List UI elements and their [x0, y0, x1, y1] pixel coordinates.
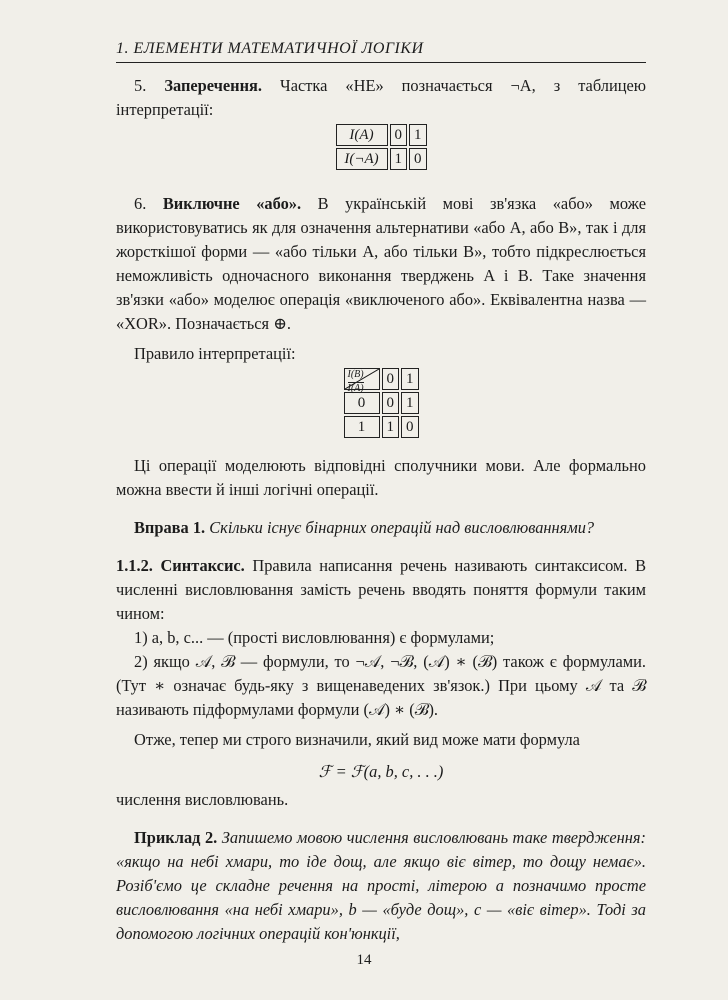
table-cell: 0 [390, 124, 408, 146]
section-heading: 1.1.2. Синтаксис. [116, 556, 245, 575]
corner-bottom-label: I(A) [347, 383, 364, 394]
negation-truth-table [334, 122, 429, 172]
table-cell: I(¬A) [336, 148, 388, 170]
table-cell: 0 [382, 392, 400, 414]
formula-tail: числення висловлювань. [116, 790, 289, 809]
table-row [336, 148, 427, 170]
corner-top-label: I(B) [347, 369, 364, 380]
running-head: 1. ЕЛЕМЕНТИ МАТЕМАТИЧНОЇ ЛОГІКИ [116, 40, 646, 63]
negation-paragraph [116, 74, 646, 122]
list-item: 2) якщо 𝒜, ℬ — формули, то ¬𝒜, ¬ℬ, (𝒜) ∗ (ℬ) також є формулами. (Тут ∗ означає будь-яку з вищенаведених зв'язок.) При цьому 𝒜 та ℬ називають підформулами формули (𝒜) ∗ (ℬ). [116, 652, 646, 719]
table-cell: 1 [382, 416, 400, 438]
table-cell: 0 [401, 416, 419, 438]
operations-paragraph: Ці операції моделюють відповідні сполучники мови. Але формально можна ввести й інші логічні операції. [116, 456, 646, 499]
table-cell: 0 [382, 368, 400, 390]
xor-text: В українській мові зв'язка «або» може використовуватись як для означення альтернативи «або A, або B», так і для жорсткішої форми — «або тільки A, або тільки B», тобто підкреслюється неможливість одночасного виконання тверджень A і B. Таке значення зв'язки «або» моделює операція «виключеного або». Еквівалентна назва — «XOR». Позначається ⊕. [116, 194, 646, 333]
table-cell: I(A) [336, 124, 388, 146]
exercise-label: Вправа 1. [134, 518, 206, 537]
example-label: Приклад 2. [134, 828, 218, 847]
item-number: 5. [134, 76, 165, 95]
list-item: 1) a, b, c... — (прості висловлювання) є формулами; [134, 628, 495, 647]
table-cell: 1 [390, 148, 408, 170]
example-paragraph [116, 826, 646, 946]
item-number: 6. [134, 194, 163, 213]
xor-truth-table [342, 366, 421, 440]
page-content [116, 74, 646, 946]
table-cell: 0 [409, 148, 427, 170]
conclusion-paragraph: Отже, тепер ми строго визначили, який вид може мати формула [134, 730, 580, 749]
term-xor: Виключне «або». [162, 194, 302, 213]
table-cell: 0 [344, 392, 380, 414]
exercise-text: Скільки існує бінарних операцій над висловлюваннями? [205, 518, 595, 537]
display-formula: ℱ = ℱ(a, b, c, . . .) [318, 762, 444, 781]
xor-paragraph [116, 192, 646, 336]
syntax-text: Правила написання речень називають синтаксисом. В численні висловлювання замість речень вводять поняття формули таким чином: [116, 556, 647, 623]
table-row [344, 368, 419, 390]
table-corner-cell [344, 368, 380, 394]
term-negation: Заперечення. [164, 76, 263, 95]
table-cell: 1 [401, 368, 419, 390]
table-cell: 1 [401, 392, 419, 414]
syntax-paragraph [116, 554, 646, 626]
page-number: 14 [356, 952, 372, 968]
exercise-paragraph [116, 516, 646, 540]
negation-text: Частка «НЕ» позначається ¬A, з таблицею інтерпретації: [116, 76, 647, 119]
table-cell: 1 [409, 124, 427, 146]
example-text: Запишемо мовою числення висловлювань таке твердження: «якщо на небі хмари, то іде дощ, але якщо віє вітер, то дощу немає». Розіб'ємо це складне речення на прості, літерою a позначимо просте висловлювання «на небі хмари», b — «буде дощ», c — «віє вітер». Тоді за допомогою логічних операцій кон'юнкції, [116, 828, 646, 943]
table-row [344, 416, 419, 438]
table-row [336, 124, 427, 146]
table-cell: 1 [344, 416, 380, 438]
table-row [344, 392, 419, 414]
rule-label: Правило інтерпретації: [134, 344, 296, 363]
